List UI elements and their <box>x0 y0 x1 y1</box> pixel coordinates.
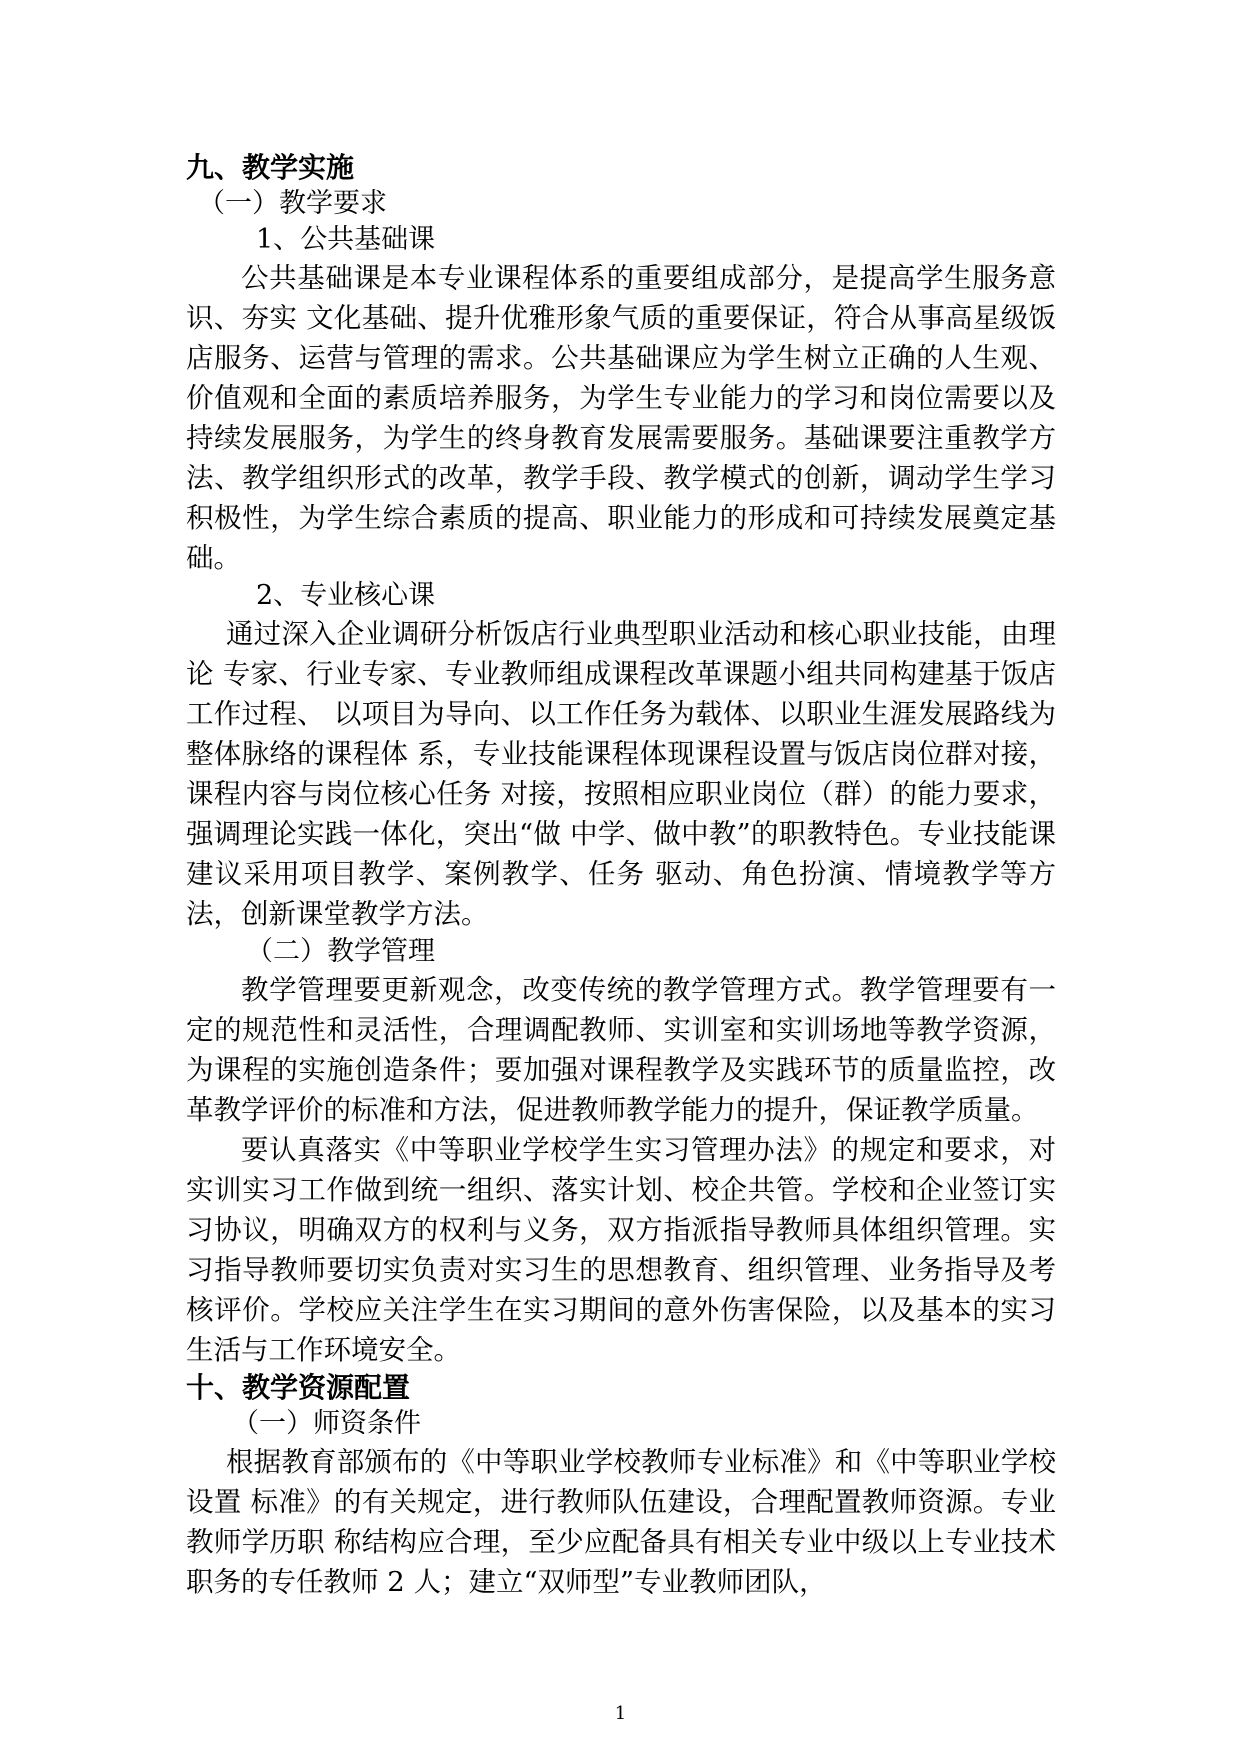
subheading-public-basic-courses: 1、公共基础课 <box>256 224 436 255</box>
subheading-professional-core-courses: 2、专业核心课 <box>256 580 436 611</box>
paragraph-professional-core-courses: 通过深入企业调研分析饭店行业典型职业活动和核心职业技能，由理论 专家、行业专家、专业教师组成课程改革课题小组共同构建基于饭店工作过程、 以项目为导向、以工作任务为载体、以职业生涯发展路线为整体脉络的课程体 系，专业技能课程体现课程设置与饭店岗位群对接，课程内容与岗位核心任务 对接，按照相应职业岗位（群）的能力要求，强调理论实践一体化，突出“做 中学、做中教”的职教特色。专业技能课建议采用项目教学、案例教学、任务 驱动、角色扮演、情境教学等方法，创新课堂教学方法。 <box>186 618 1056 930</box>
section-heading-teaching-implementation: 九、教学实施 <box>186 151 355 184</box>
paragraph-teaching-management: 教学管理要更新观念，改变传统的教学管理方式。教学管理要有一定的规范性和灵活性，合理调配教师、实训室和实训场地等教学资源，为课程的实施创造条件；要加强对课程教学及实践环节的质量监控，改革教学评价的标准和方法，促进教师教学能力的提升，保证教学质量。 <box>186 974 1056 1126</box>
subheading-teaching-management: （二）教学管理 <box>246 936 435 967</box>
page-content <box>186 150 1056 1602</box>
paragraph-faculty-conditions: 根据教育部颁布的《中等职业学校教师专业标准》和《中等职业学校设置 标准》的有关规定，进行教师队伍建设，合理配置教师资源。专业教师学历职 称结构应合理，至少应配备具有相关专业中级以上专业技术职务的专任教师 2 人；建立“双师型”专业教师团队， <box>186 1446 1056 1598</box>
section-heading-teaching-resources: 十、教学资源配置 <box>186 1371 411 1404</box>
page-number: 1 <box>614 1703 627 1724</box>
subheading-teaching-requirements: （一）教学要求 <box>198 188 387 219</box>
subheading-faculty-conditions: （一）师资条件 <box>232 1408 421 1439</box>
paragraph-public-basic-courses: 公共基础课是本专业课程体系的重要组成部分，是提高学生服务意识、夯实 文化基础、提升优雅形象气质的重要保证，符合从事高星级饭店服务、运营与管理的需求。公共基础课应为学生树立正确的人生观、价值观和全面的素质培养服务，为学生专业能力的学习和岗位需要以及持续发展服务，为学生的终身教育发展需要服务。基础课要注重教学方法、教学组织形式的改革，教学手段、教学模式的创新，调动学生学习积极性，为学生综合素质的提高、职业能力的形成和可持续发展奠定基础。 <box>186 262 1056 574</box>
paragraph-internship-management: 要认真落实《中等职业学校学生实习管理办法》的规定和要求，对实训实习工作做到统一组织、落实计划、校企共管。学校和企业签订实习协议，明确双方的权利与义务，双方指派指导教师具体组织管理。实习指导教师要切实负责对实习生的思想教育、组织管理、业务指导及考核评价。学校应关注学生在实习期间的意外伤害保险，以及基本的实习生活与工作环境安全。 <box>186 1134 1056 1366</box>
